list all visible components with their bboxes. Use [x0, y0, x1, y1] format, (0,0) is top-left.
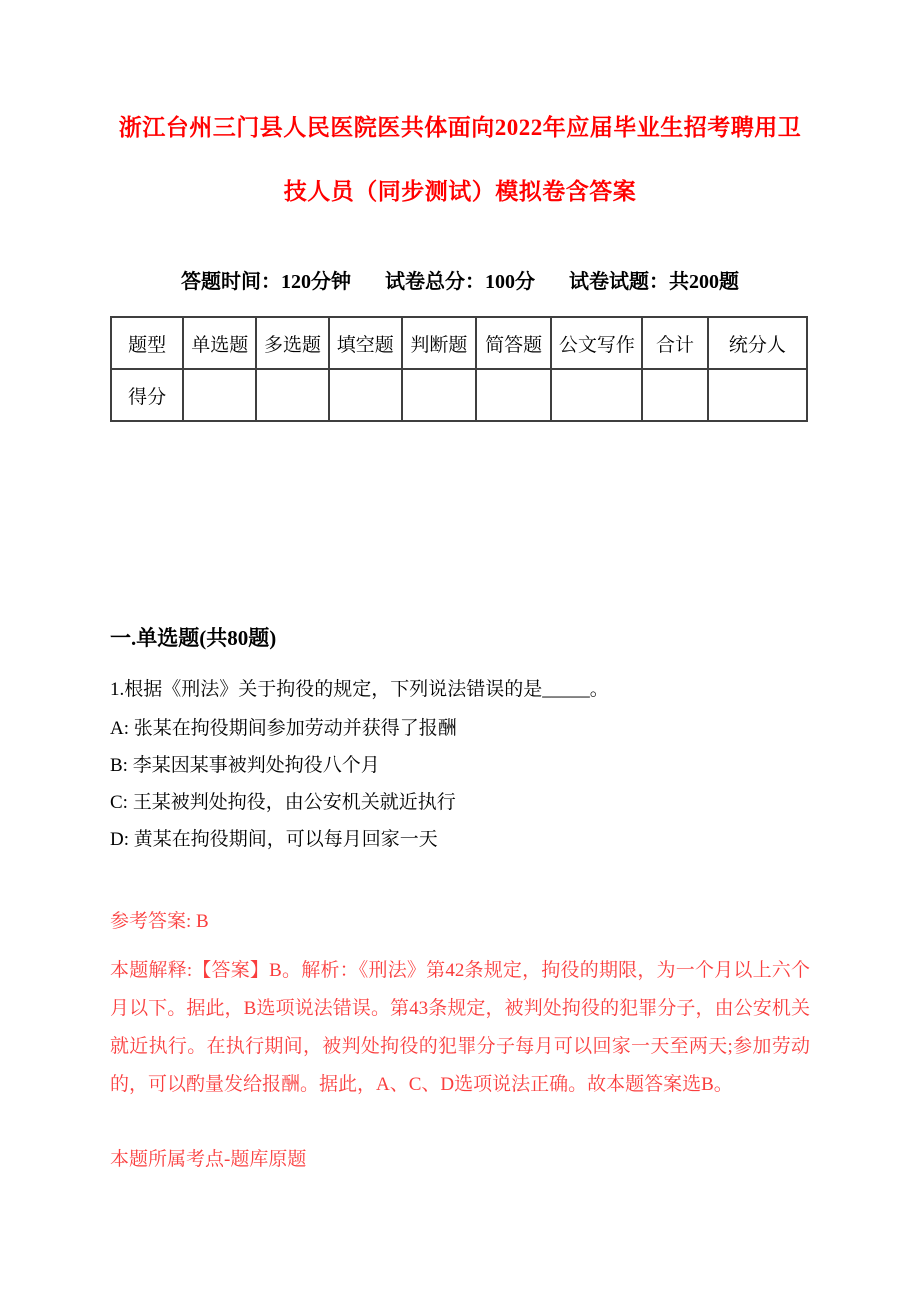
- score-cell: [476, 369, 551, 421]
- score-cell: [708, 369, 807, 421]
- reference-answer: 参考答案: B: [110, 911, 209, 932]
- score-cell: [256, 369, 328, 421]
- score-cell: [183, 369, 256, 421]
- score-table-header-row: [111, 317, 807, 369]
- answer-explanation: 本题解释:【答案】B。解析：《刑法》第42条规定，拘役的期限，为一个月以上六个月以下。据此，B选项说法错误。第43条规定，被判处拘役的犯罪分子，由公安机关就近执行。在执行期间，被判处拘役的犯罪分子每月可以回家一天至两天;参加劳动的，可以酌量发给报酬。据此，A、C、D选项说法正确。故本题答案选B。: [110, 960, 810, 1095]
- score-table-header: 公文写作: [551, 317, 642, 369]
- option-a: A: 张某在拘役期间参加劳动并获得了报酬: [110, 718, 457, 739]
- score-table-header: 判断题: [402, 317, 476, 369]
- score-table-header: 合计: [642, 317, 707, 369]
- option-c: C: 王某被判处拘役，由公安机关就近执行: [110, 792, 456, 813]
- score-table-header: 简答题: [476, 317, 551, 369]
- score-table-header: 统分人: [708, 317, 807, 369]
- score-cell: [642, 369, 707, 421]
- question-options: [110, 715, 810, 854]
- exam-meta-line: [110, 268, 810, 296]
- option-b: B: 李某因某事被判处拘役八个月: [110, 755, 380, 776]
- exam-total-score: 试卷总分：100分: [385, 271, 535, 293]
- score-table-header: 题型: [111, 317, 183, 369]
- score-table-score-row: [111, 369, 807, 421]
- score-cell: [329, 369, 402, 421]
- option-d: D: 黄某在拘役期间，可以每月回家一天: [110, 829, 438, 850]
- score-table-header: 单选题: [183, 317, 256, 369]
- score-table-header: 填空题: [329, 317, 402, 369]
- section-heading: 一.单选题(共80题): [110, 626, 277, 650]
- score-table: [110, 316, 808, 422]
- answer-source: 本题所属考点-题库原题: [110, 1149, 307, 1170]
- page-title: 浙江台州三门县人民医院医共体面向2022年应届毕业生招考聘用卫技人员（同步测试）模拟卷含答案: [118, 115, 802, 204]
- score-cell: [402, 369, 476, 421]
- question-text: 1.根据《刑法》关于拘役的规定，下列说法错误的是_____。: [110, 679, 609, 700]
- exam-duration: 答题时间：120分钟: [181, 271, 351, 293]
- exam-question-count: 试卷试题：共200题: [569, 271, 739, 293]
- score-table-header: 多选题: [256, 317, 328, 369]
- score-cell: [551, 369, 642, 421]
- score-row-label: 得分: [111, 369, 183, 421]
